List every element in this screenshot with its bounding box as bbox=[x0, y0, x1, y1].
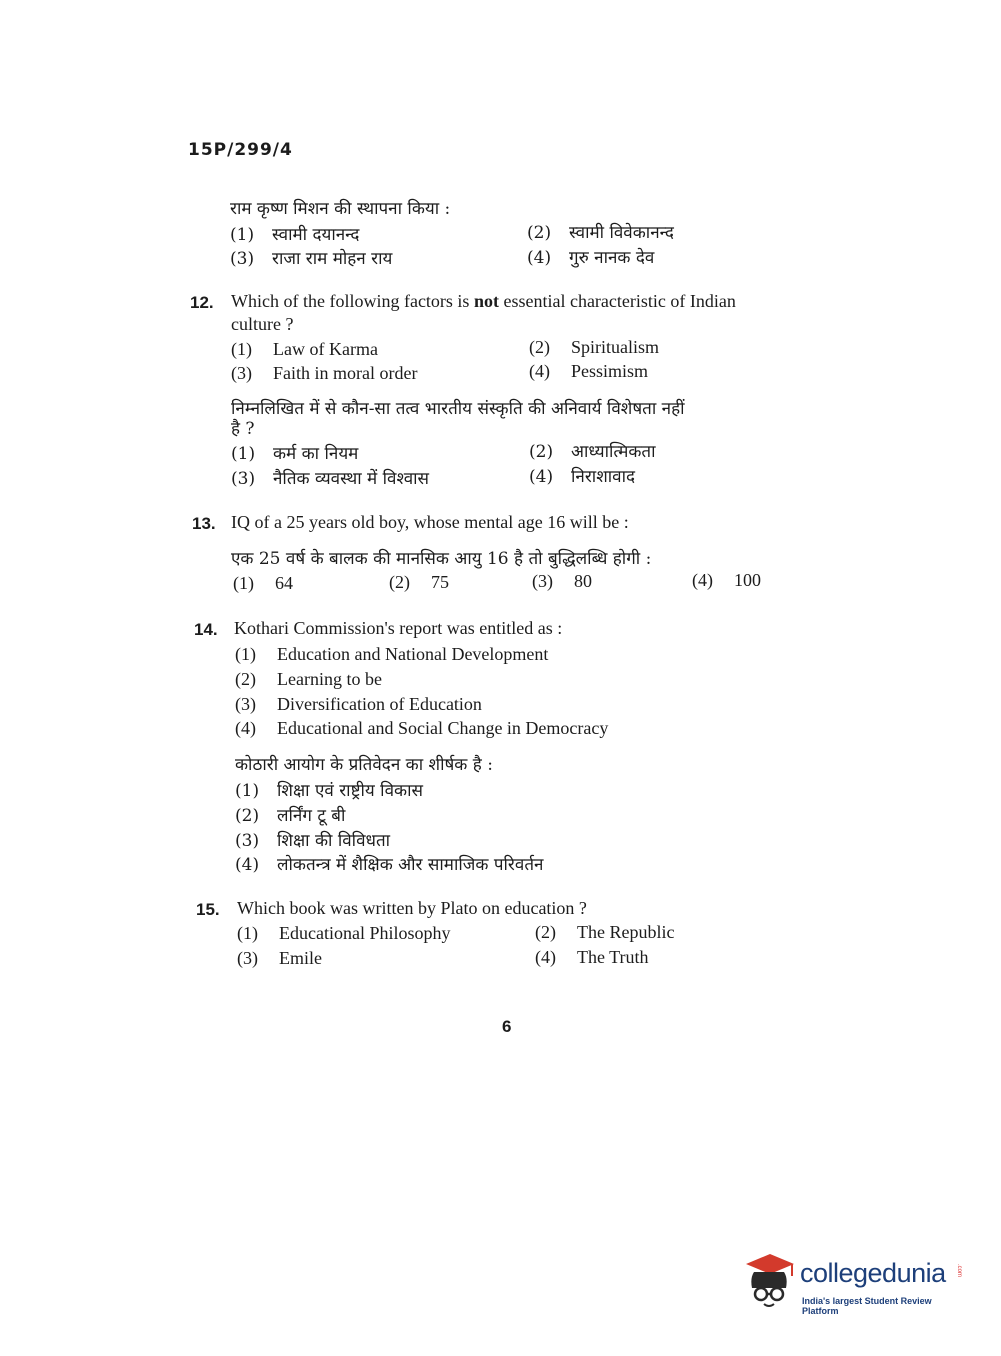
q12-hindi-option-2[interactable]: (2) आध्यात्मिकता bbox=[529, 442, 656, 462]
q15-stem: Which book was written by Plato on education ? bbox=[237, 898, 587, 918]
q12-option-3[interactable]: (3) Faith in moral order bbox=[231, 363, 418, 383]
q13-option-3[interactable]: (3) 80 bbox=[532, 571, 592, 591]
q13-option-2[interactable]: (2) 75 bbox=[389, 572, 449, 592]
q13-number: 13. bbox=[192, 514, 216, 533]
q14-hindi-option-2[interactable]: (2) लर्निंग टू बी bbox=[235, 806, 346, 826]
student-mascot-icon bbox=[740, 1250, 798, 1312]
collegedunia-watermark[interactable] bbox=[740, 1250, 970, 1316]
q12-option-1[interactable]: (1) Law of Karma bbox=[231, 339, 378, 359]
q14-number: 14. bbox=[194, 620, 218, 639]
q14-hindi-option-1[interactable]: (1) शिक्षा एवं राष्ट्रीय विकास bbox=[235, 781, 423, 801]
paper-code: 15P/299/4 bbox=[188, 140, 293, 160]
q12-option-2[interactable]: (2) Spiritualism bbox=[529, 337, 660, 357]
q12-hindi-option-4[interactable]: (4) निराशावाद bbox=[529, 467, 636, 487]
q13-hindi-stem: एक 25 वर्ष के बालक की मानसिक आयु 16 है तो बुद्धिलब्धि होगी : bbox=[231, 549, 652, 569]
q12-hindi-stem: निम्नलिखित में से कौन-सा तत्व भारतीय संस्कृति की अनिवार्य विशेषता नहीं bbox=[231, 399, 685, 419]
q12-hindi-option-3[interactable]: (3) नैतिक व्यवस्था में विश्वास bbox=[231, 469, 430, 489]
q12-stem-line2: culture ? bbox=[231, 314, 294, 334]
q15-option-3[interactable]: (3) Emile bbox=[237, 948, 322, 968]
brand-tagline: India's largest Student Review Platform bbox=[802, 1296, 932, 1316]
q14-hindi-option-4[interactable]: (4) लोकतन्त्र में शैक्षिक और सामाजिक परिवर्तन bbox=[235, 855, 544, 875]
q14-option-2[interactable]: (2) Learning to be bbox=[235, 669, 382, 689]
q14-option-1[interactable]: (1) Education and National Development bbox=[235, 644, 549, 664]
q14-option-3[interactable]: (3) Diversification of Education bbox=[235, 694, 482, 714]
q12-option-4[interactable]: (4) Pessimism bbox=[529, 361, 649, 381]
q13-option-1[interactable]: (1) 64 bbox=[233, 573, 293, 593]
q13-option-4[interactable]: (4) 100 bbox=[692, 570, 761, 590]
q13-stem: IQ of a 25 years old boy, whose mental age 16 will be : bbox=[231, 512, 629, 532]
q11-option-2[interactable]: (2) स्वामी विवेकानन्द bbox=[527, 223, 674, 243]
q14-option-4[interactable]: (4) Educational and Social Change in Democracy bbox=[235, 718, 609, 738]
q14-hindi-stem: कोठारी आयोग के प्रतिवेदन का शीर्षक है : bbox=[235, 755, 493, 775]
q12-number: 12. bbox=[190, 293, 214, 312]
page-number: 6 bbox=[502, 1017, 512, 1036]
q15-option-2[interactable]: (2) The Republic bbox=[535, 922, 675, 942]
q12-hindi-option-1[interactable]: (1) कर्म का नियम bbox=[231, 444, 359, 464]
q12-stem: Which of the following factors is not essential characteristic of Indian bbox=[231, 291, 736, 311]
q11-option-4[interactable]: (4) गुरु नानक देव bbox=[527, 248, 655, 268]
q14-stem: Kothari Commission's report was entitled as : bbox=[234, 618, 563, 638]
q12-hindi-stem-line2: है ? bbox=[231, 419, 255, 439]
q11-hindi-stem: राम कृष्ण मिशन की स्थापना किया : bbox=[230, 199, 451, 219]
q15-option-4[interactable]: (4) The Truth bbox=[535, 947, 649, 967]
q11-option-3[interactable]: (3) राजा राम मोहन राय bbox=[230, 249, 393, 269]
brand-name: collegedunia bbox=[800, 1258, 946, 1288]
q14-hindi-option-3[interactable]: (3) शिक्षा की विविधता bbox=[235, 831, 391, 851]
brand-domain: .com bbox=[956, 1264, 962, 1278]
q15-number: 15. bbox=[196, 900, 220, 919]
q11-option-1[interactable]: (1) स्वामी दयानन्द bbox=[230, 225, 360, 245]
q15-option-1[interactable]: (1) Educational Philosophy bbox=[237, 923, 451, 943]
